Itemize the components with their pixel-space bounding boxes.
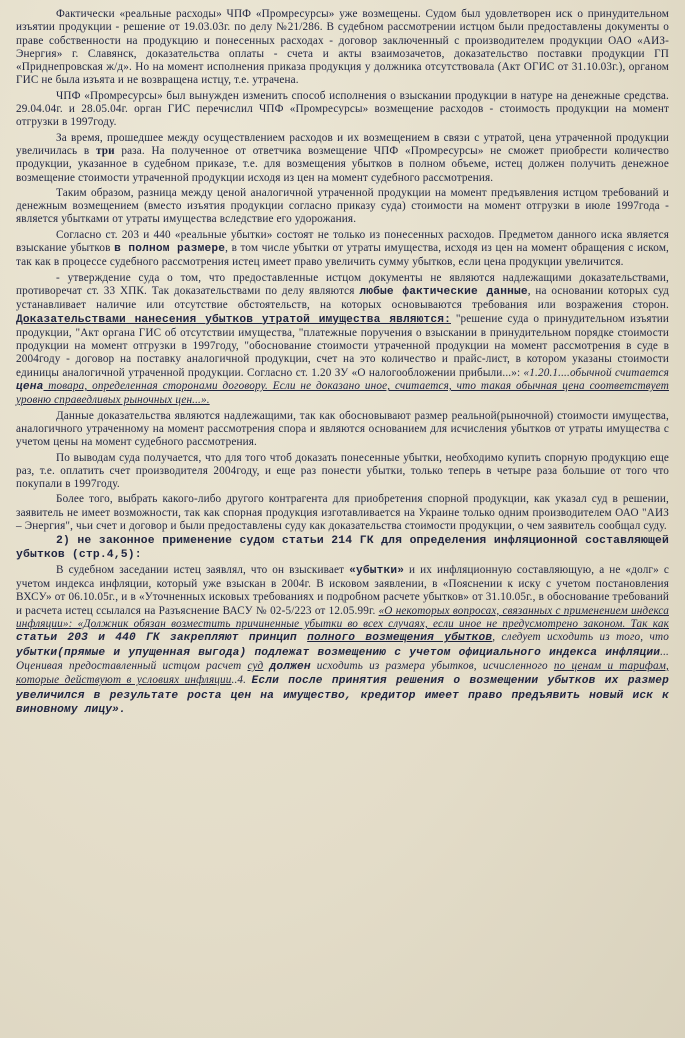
text-run: три (95, 144, 115, 157)
text-run: полного возмещения убытков (307, 632, 493, 645)
text-run: Согласно ст. 203 и 440 «реальные убытки» состоят не только из понесенных расходов. Предметом данного иска является взыскание убытков (16, 228, 669, 255)
paragraph (16, 493, 669, 533)
text-run: ... Оценивая предоставленный истцом расчет (16, 645, 669, 672)
paragraph (16, 187, 669, 227)
paragraph (16, 8, 669, 88)
text-run: Более того, выбрать какого-либо другого контрагента для приобретения спорной продукции, как указал суд в решении, заявитель не имеет возможности, так как спорная продукция изготавливается на Украине только одним производителем ОАО "АИЗ – Энергия", чьи счет и договор и были предоставлены суду как доказательства стоимости продукции, о чем заявитель сообщал суду. (16, 493, 669, 532)
text-run: товара, определенная сторонами договору. Если не доказано иное, считается, что такая обычная цена соответствует уровню справедливых рыночных цен...». (16, 380, 669, 407)
paragraph (16, 229, 669, 270)
paragraph (16, 452, 669, 492)
text-run: Фактически «реальные расходы» ЧПФ «Промресурсы» уже возмещены. Судом был удовлетворен иск о принудительном изъятии продукции - решение от 19.03.03г. по делу №21/286. В судебном рассмотрении истцом были предоставлены документы о праве собственности на продукцию и понесенных расходах - договор заключенный с производителем продукции ОАО «АИЗ-Энергия» г. Славянск, доказательства оплаты - счета и акты взаимозачетов, доказательство поставки продукции ГП «Приднепровская ж/д». Но на момент исполнения приказа продукция у должника отсутствовала (Акт ОГИС от 31.10.03г.), органом ГИС не была изъята и не возвращена истцу, т.е. утрачена. (16, 8, 669, 87)
text-run: В судебном заседании истец заявлял, что он взыскивает (56, 563, 350, 576)
text-run: «убытки» (349, 564, 405, 577)
text-run: 2) не законное применение судом статьи 214 ГК для определения инфляционной составляющей убытков (стр.4,5): (16, 535, 669, 561)
paragraph (16, 272, 669, 408)
text-run: Данные доказательства являются надлежащими, так как обосновывают размер реальной(рыночной) стоимости имущества, аналогичного утраченному на момент рассмотрения спора и являются основанием для исчисления убытков от утраты имущества с учетом цены на момент судебного рассмотрения. (16, 409, 669, 449)
text-run: раза. На полученное от ответчика возмещение ЧПФ «Промресурсы» не сможет приобрести количество продукции, указанное в судебном приказе, т.е. для возмещения убытков в полном объеме, истец должен получить денежное возмещение стоимости утраченной продукции исходя из цен на момент судебного рассмотрения. (16, 144, 669, 184)
text-run: - утверждение суда о том, что предоставленные истцом документы не являются надлежащими доказательствами, противоречат ст. 33 ХПК. Так доказательствами по делу являются (16, 271, 669, 297)
text-run: "решение суда о принудительном изъятии продукции, "Акт органа ГИС об отсутствии имущества, "платежные поручения о взыскании в принудительном порядке стоимости продукции на момент отгрузки в 1997году, "обоснование стоимости утраченной продукции на момент рассмотрения в суде в 2004году - договор на поставку аналогичной продукции, счет на это количество и прайс-лист, в котором указаны стоимости единицы аналогичной утраченной продукции. Согласно ст. 1.20 ЗУ «О налогообложении прибыли...»: (16, 312, 670, 379)
paragraph (16, 90, 669, 130)
text-run: суд (247, 659, 264, 672)
text-run: статьи 203 и 440 ГК закрепляют принцип (16, 632, 308, 645)
text-run: , следует исходить из того, что (492, 631, 669, 644)
text-run: , на основании которых суд устанавливает наличие или отсутствие обстоятельств, на которых основываются требования или возражения сторон. (16, 284, 669, 312)
section-heading (16, 535, 669, 562)
text-run: должен (269, 660, 311, 673)
text-run: по ценам и тарифам, которые действуют в условиях инфляции (16, 659, 669, 687)
text-run: цена (16, 381, 44, 394)
text-run: ЧПФ «Промресурсы» был вынужден изменить способ исполнения о взыскании продукции в натуре на денежные средства. 29.04.04г. и 28.05.04г. орган ГИС перечислил ЧПФ «Промресурсы» возмещение расходов - стоимость продукции на момент отгрузки в 1997году. (16, 89, 669, 129)
paragraph (16, 410, 669, 450)
paragraph (16, 564, 669, 717)
text-run: Если после принятия решения о возмещении убытков их размер увеличился в результате роста цен на имущество, кредитор имеет право предъявить новый иск к виновному лицу». (16, 675, 670, 716)
text-run: Таким образом, разница между ценой аналогичной утраченной продукции на момент предъявления истцом требований и денежным возмещением (вместо изъятия продукции согласно приказу суда) стоимости на момент отгрузки в июле 1997года - является убытками от утраты имущества вследствие его удорожания. (16, 186, 669, 226)
text-run: , в том числе убытки от утраты имущества, исходя из цен на момент обращения с иском, так как в процессе судебного рассмотрения истец имеет право увеличить сумму убытков, если цена продукции увеличится. (16, 242, 669, 269)
text-run: любые фактические данные (359, 285, 528, 298)
text-run: в полном размере (114, 243, 226, 256)
text-run: убытки(прямые и упущенная выгода) подлежат возмещению с учетом официального индекса инфляции (16, 646, 661, 659)
text-run: За время, прошедшее между осуществлением расходов и их возмещением в связи с утратой, цена утраченной продукции увеличилась в (16, 131, 669, 157)
paragraph (16, 132, 669, 185)
text-run: и их инфляционную составляющую, а не «долг» с учетом индекса инфляции, который уже взыскан в 2004г. В исковом заявлении, в «Пояснении к иску с учетом постановления ВХСУ» от 06.10.05г., и в «Уточненных исковых требованиях и подробном расчете убытков» от 31.10.05г., в обоснование требований и расчета истец ссылался на Разъяснение ВАСУ № 02-5/223 от 12.05.99г. (16, 563, 669, 617)
text-run: Доказательствами нанесения убытков утратой имущества являются: (16, 313, 451, 326)
text-run: По выводам суда получается, что для того чтоб доказать понесенные убытки, необходимо купить спорную продукцию еще раз, т.е. оплатить счет производителя 2004году, и еще раз понести убытки, только теперь в четыре раза большие от того что покупали в 1997году. (16, 451, 669, 491)
text-run: исходить из размера убытков, исчисленного (310, 659, 554, 672)
text-run: «О некоторых вопросах, связанных с применением индекса инфляции»: «Должник обязан возместить причиненные убытки во всех случаях, если иное не предусмотрено законом. Так как (16, 604, 669, 631)
text-run: «1.20.1....обычной считается (523, 366, 669, 379)
text-run: ..4. (231, 674, 252, 687)
